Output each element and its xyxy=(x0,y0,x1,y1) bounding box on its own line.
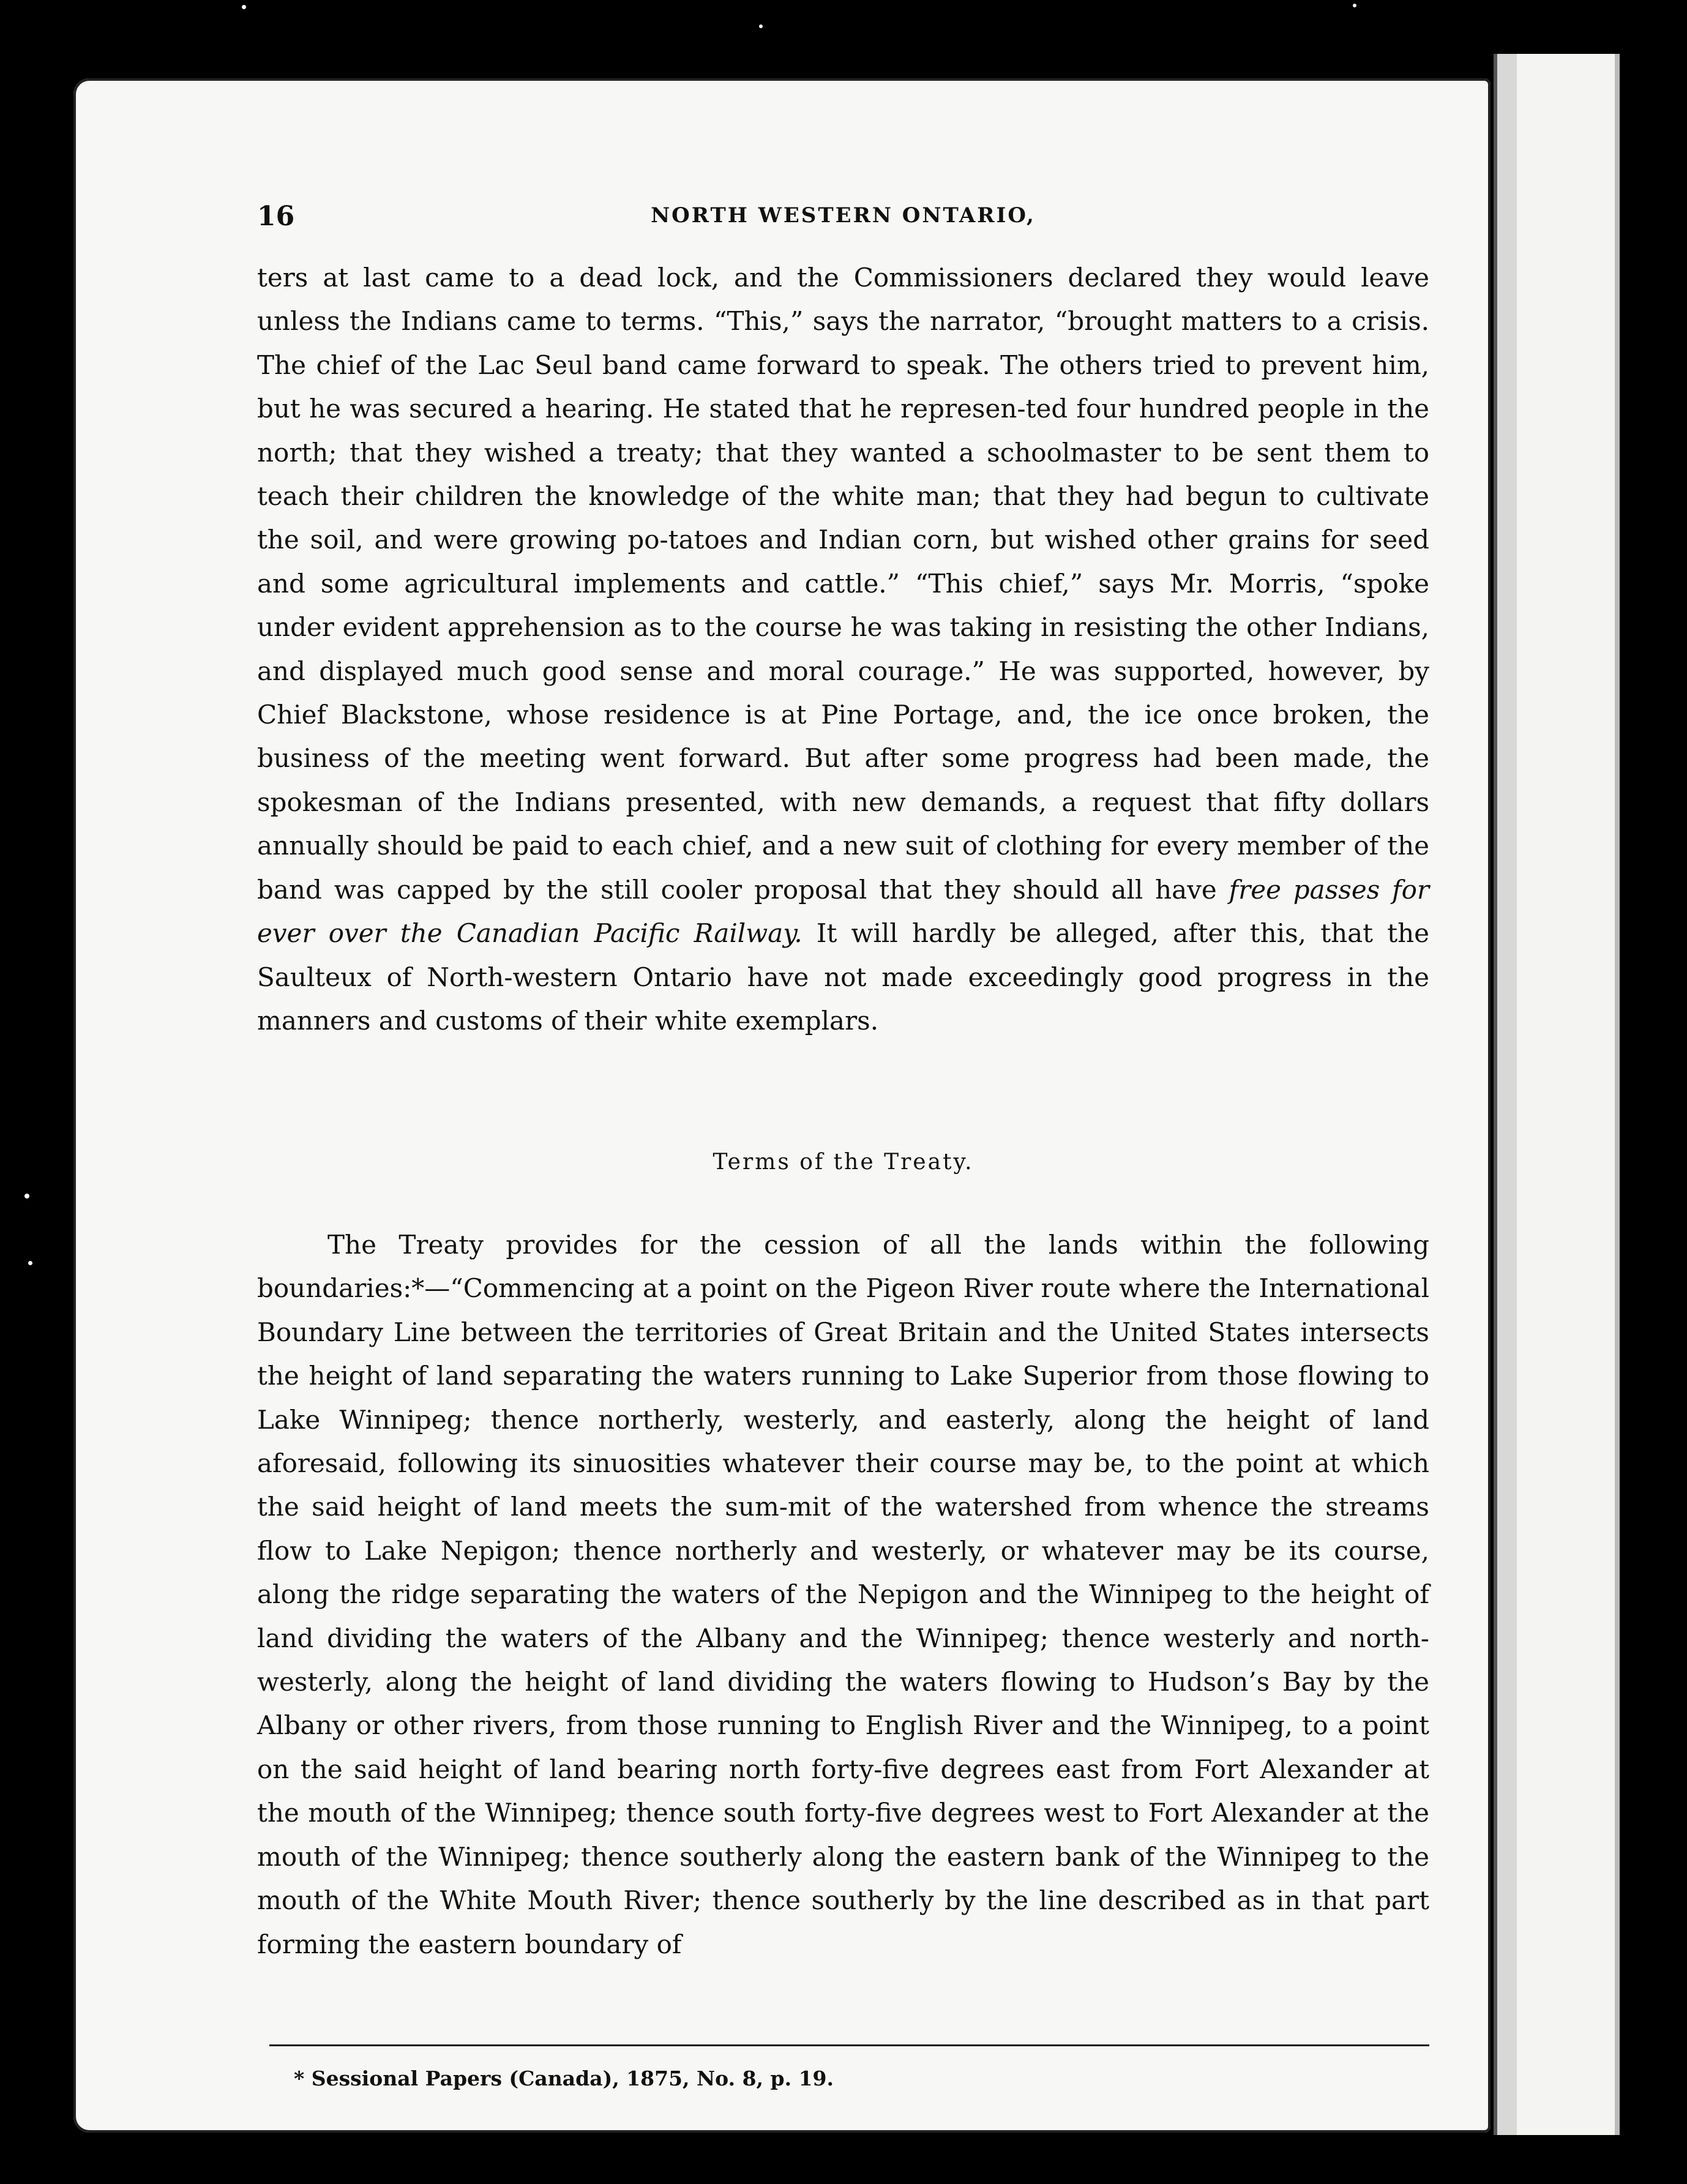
running-title: NORTH WESTERN ONTARIO, xyxy=(651,203,1036,228)
scan-speck xyxy=(242,5,246,9)
footnote: * Sessional Papers (Canada), 1875, No. 8, p. 19. xyxy=(294,2066,834,2090)
document-page xyxy=(73,78,1491,2133)
running-head xyxy=(257,201,1429,237)
paragraph-text: ters at last came to a dead lock, and the Commissioners declared they would leave unless the Indians came to terms. “This,” says the narrator, “brought matters to a crisis. The chief of the Lac Seul band came forward to speak. The others tried to prevent him, but he was secured a hearing. He stated that he represen-ted four hundred people in the north; that they wished a treaty; that they wanted a schoolmaster to be sent them to teach their children the knowledge of the white man; that they had begun to cultivate the soil, and were growing po-tatoes and Indian corn, but wished other grains for seed and some agricultural implements and cattle.” “This chief,” says Mr. Morris, “spoke under evident apprehension as to the course he was taking in resisting the other Indians, and displayed much good sense and moral courage.” He was supported, however, by Chief Blackstone, whose residence is at Pine Portage, and, the ice once broken, the business of the meeting went forward. But after some progress had been made, the spokesman of the Indians presented, with new demands, a request that fifty dollars annually should be paid to each chief, and a new suit of clothing for every member of the band was capped by the still cooler proposal that they should all have xyxy=(257,263,1429,905)
scan-speck xyxy=(28,1261,32,1265)
footnote-divider xyxy=(269,2044,1429,2046)
paragraph-text: It will hardly be alleged, after this, that the Saulteux of North-western Ontario have not made exceedingly good progress in the manners and customs of their white exemplars. xyxy=(257,918,1430,1036)
page-number: 16 xyxy=(257,201,295,232)
facing-page-edge xyxy=(1517,54,1620,2135)
scan-speck xyxy=(759,24,763,28)
scan-speck xyxy=(1353,4,1356,7)
section-heading: Terms of the Treaty. xyxy=(713,1150,974,1175)
scan-speck xyxy=(24,1194,29,1199)
body-paragraph-1 xyxy=(257,256,1429,1042)
italic-emphasis: free passes for ever over the Canadian Pacific Railway. xyxy=(257,874,1429,949)
body-paragraph-2: The Treaty provides for the cession of all the lands within the following boundaries:*—“Commencing at a point on the Pigeon River route where the International Boundary Line between the territories of Great Britain and the United States intersects the height of land separating the waters running to Lake Superior from those flowing to Lake Winnipeg; thence northerly, westerly, and easterly, along the height of land aforesaid, following its sinuosities whatever their course may be, to the point at which the said height of land meets the sum-mit of the watershed from whence the streams flow to Lake Nepigon; thence northerly and westerly, or whatever may be its course, along the ridge separating the waters of the Nepigon and the Winnipeg to the height of land dividing the waters of the Albany and the Winnipeg; thence westerly and north-westerly, along the height of land dividing the waters flowing to Hudson’s Bay by the Albany or other rivers, from those running to English River and the Winnipeg, to a point on the said height of land bearing north forty-five degrees east from Fort Alexander at the mouth of the Winnipeg; thence south forty-five degrees west to Fort Alexander at the mouth of the Winnipeg; thence southerly along the eastern bank of the Winnipeg to the mouth of the White Mouth River; thence southerly by the line described as in that part forming the eastern boundary of xyxy=(257,1230,1429,1959)
